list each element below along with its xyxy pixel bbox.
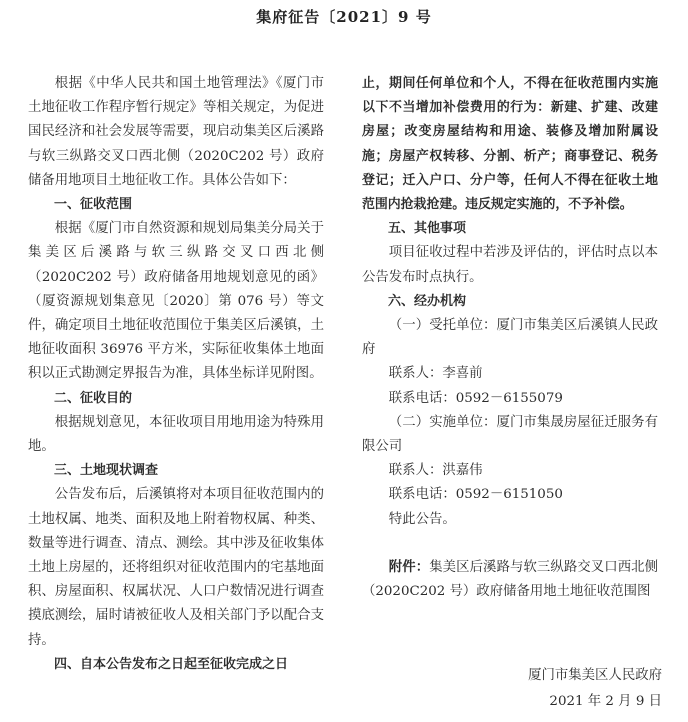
spacer (362, 532, 658, 556)
right-column (362, 72, 658, 604)
attachment-text: 集美区后溪路与软三纵路交叉口西北侧（2020C202 号）政府储备用地土地征收范围图 (362, 559, 659, 600)
attachment-note (362, 556, 658, 604)
section-body-scope: 根据《厦门市自然资源和规划局集美分局关于集美区后溪路与软三纵路交叉口西北侧（2020C202 号）政府储备用地规划意见的函》（厦资源规划集意见〔2020〕第 076 号）等文件，确定项目土地征收范围位于集美区后溪镇，土地征收面积 36976 平方米，实际征收集体土地面积以正式勘测定界报告为准，具体坐标详见附图。 (28, 221, 324, 382)
attachment-label: 附件： (388, 559, 430, 575)
section-body-purpose: 根据规划意见，本征收项目用地用途为特殊用地。 (28, 414, 324, 455)
section-heading-agency: 六、经办机构 (388, 293, 467, 309)
section-heading-survey: 三、土地现状调查 (54, 463, 159, 479)
signature-date: 2021 年 2 月 9 日 (549, 694, 662, 709)
implement-unit: （二）实施单位：厦门市集晟房屋征迁服务有限公司 (362, 414, 658, 455)
signature-org: 厦门市集美区人民政府 (528, 668, 662, 683)
implement-contact: 联系人：洪嘉伟 (388, 463, 483, 479)
intro-paragraph: 根据《中华人民共和国土地管理法》《厦门市土地征收工作程序暂行规定》等相关规定，为促进国民经济和社会发展等需要，现启动集美区后溪路与软三纵路交叉口西北侧（2020C202 号）政府储备用地项目土地征收工作。具体公告如下： (28, 76, 324, 188)
section-heading-restriction: 四、自本公告发布之日起至征收完成之日 (54, 656, 289, 672)
section-heading-other: 五、其他事项 (388, 221, 467, 237)
section-body-survey: 公告发布后，后溪镇将对本项目征收范围内的土地权属、地类、面积及地上附着物权属、种类、数量等进行调查、清点、测绘。其中涉及征收集体土地上房屋的，还将组织对征收范围内的宅基地面积、房屋面积、权属状况、人口户数情况进行调查摸底测绘，届时请被征收人及相关部门予以配合支持。 (28, 487, 324, 648)
section-body-restriction: 止，期间任何单位和个人，不得在征收范围内实施以下不当增加补偿费用的行为：新建、扩建、改建房屋；改变房屋结构和用途、装修及增加附属设施；房屋产权转移、分割、析产；商事登记、税务登记；迁入户口、分户等，任何人不得在征收土地范围内抢栽抢建。违反规定实施的，不予补偿。 (362, 76, 658, 213)
entrusted-phone: 联系电话：0592－6155079 (388, 390, 563, 406)
section-heading-scope: 一、征收范围 (54, 197, 133, 213)
left-column (28, 72, 324, 677)
document-title: 集府征告〔2021〕9 号 (256, 8, 432, 26)
entrusted-unit: （一）受托单位：厦门市集美区后溪镇人民政府 (362, 318, 658, 358)
section-heading-purpose: 二、征收目的 (54, 390, 133, 406)
section-body-other: 项目征收过程中若涉及评估的，评估时点以本公告发布时点执行。 (362, 245, 658, 285)
implement-phone: 联系电话：0592－6151050 (388, 487, 563, 503)
entrusted-contact: 联系人：李喜前 (388, 366, 483, 382)
closing-statement: 特此公告。 (388, 511, 456, 527)
